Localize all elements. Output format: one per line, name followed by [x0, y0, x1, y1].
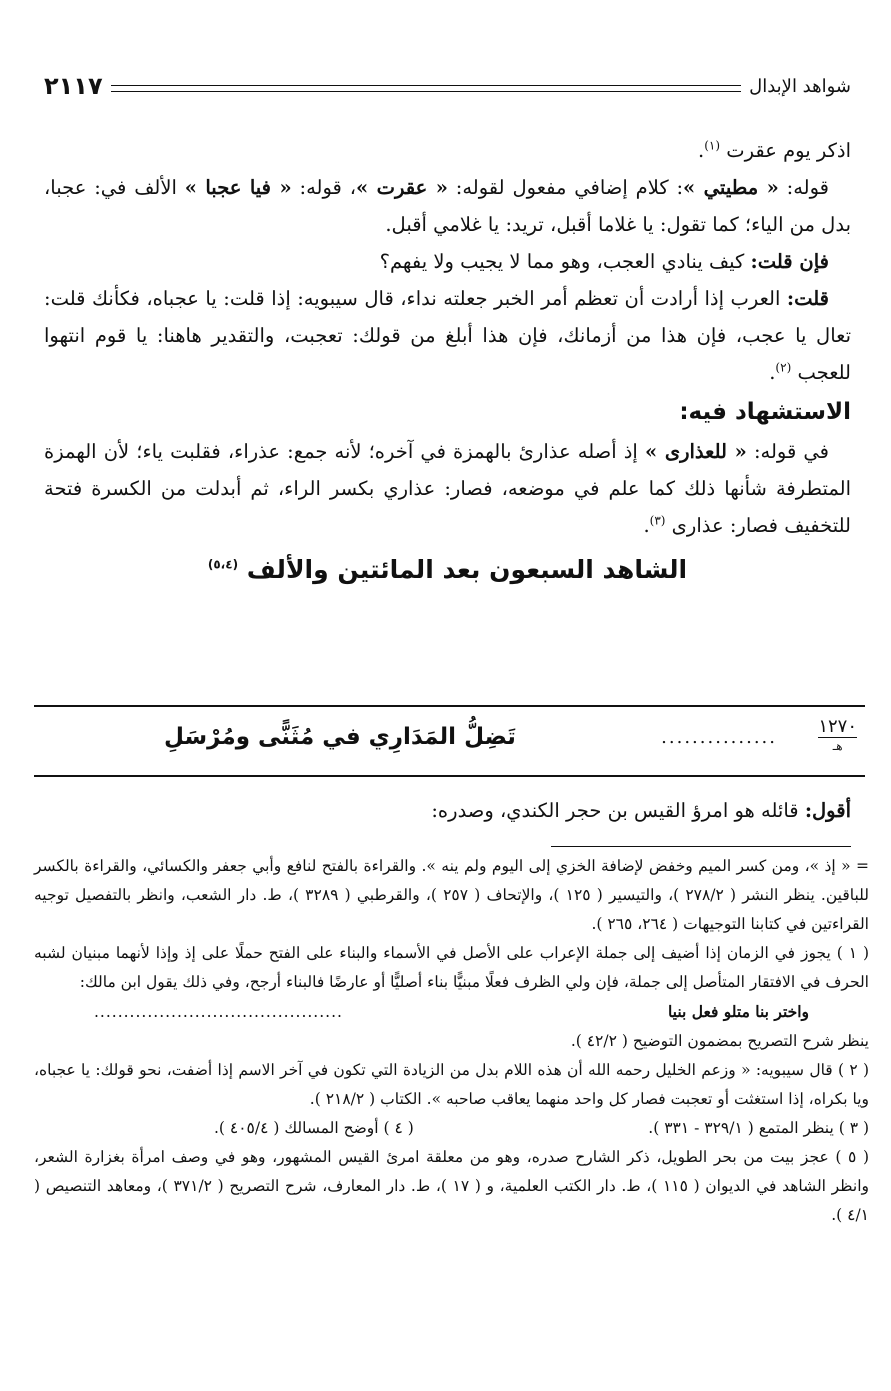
verse-box: [34, 705, 865, 777]
footnote-3: ( ٣ ) ينظر المتمع ( ٣٢٩/١ - ٣٣١ ).: [648, 1119, 869, 1137]
qawluh-label: قوله:: [786, 176, 830, 199]
verse-omission-dots: ...............: [661, 727, 777, 748]
verse-omission-dots: ..........................................: [94, 1003, 343, 1021]
footnote-continued: = « إذ »، ومن كسر الميم وخفض لإضافة الخزي إلى اليوم ولم ينه ». والقراءة بالفتح لنافع وأبي جعفر والكسائي، والقراءة بالكسر للباقين. ينظر النشر ( ٢٧٨/٢ )، والتيسير ( ١٢٥ )، والإتحاف ( ٢٥٧ )، والقرطبي ( ٣٢٨٩ )، ط. دار الشعب، وانظر بالتفصيل توجيه القراءتين في كتابنا التوجيهات ( ٢٦٤، ٢٦٥ ).: [34, 857, 870, 933]
footnote-2: ( ٢ ) قال سيبويه: « وزعم الخليل رحمه الله أن هذه اللام بدل من الزيادة التي تكون في آخر الاسم إذا أضفت، نحو قولك: يا عجباه، ويا بكراه، إذا استغثت أو تعجبت فصار كل واحد منهما يعاقب صاحبه ». الكتاب ( ٢١٨/٢ ).: [34, 1061, 869, 1108]
verse-number-value: ١٢٧٠: [818, 716, 857, 737]
footnote-3-4-row: [34, 1114, 869, 1143]
verse-number: [818, 717, 857, 754]
page-number: ٢١١٧: [44, 72, 103, 100]
punctuation: .: [698, 139, 705, 162]
text-run: الألف في: عجبا، بدل من الياء؛ كما تقول: يا غلاما أقبل، تريد: يا غلامي أقبل.: [44, 176, 851, 236]
footnote-separator: [551, 846, 851, 847]
verse-number-hijri-mark: هـ: [818, 737, 857, 754]
punctuation: .: [643, 514, 650, 537]
footnote-4: ( ٤ ) أوضح المسالك ( ٤٠٥/٤ ).: [214, 1119, 414, 1137]
quoted-word: « للعذارى »: [644, 440, 747, 463]
paragraph-2: [44, 169, 851, 243]
text-run: كيف ينادي العجب، وهو مما لا يجيب ولا يفهم؟: [379, 250, 745, 273]
shahid-title: [44, 546, 851, 594]
section-heading: الاستشهاد فيه:: [679, 399, 851, 425]
text-run: قائله هو امرؤ القيس بن حجر الكندي، وصدره:: [431, 799, 799, 822]
footnote-5: ( ٥ ) عجز بيت من بحر الطويل، ذكر الشارح صدره، وهو من معلقة امرئ القيس المشهور، وهو في وصف امرأة بغزارة الشعر، وانظر الشاهد في الديوان ( ١١٥ )، ط. دار الكتب العلمية، و ( ١٧ )، ط. دار المعارف، شرح التصريح ( ٣٧١/٢ )، ومعاهد التنصيص ( ٤/١ ).: [34, 1148, 869, 1224]
paragraph-3: [44, 243, 851, 280]
quoted-word: « مطيتي »: [683, 176, 779, 199]
paragraph-4: [44, 280, 851, 391]
answer-label: قلت:: [786, 287, 829, 310]
text-run: ، قوله:: [299, 176, 357, 199]
punctuation: .: [769, 361, 776, 384]
footnote-1: ( ١ ) يجوز في الزمان إذا أضيف إلى جملة الإعراب على الأصل في الأسماء والبناء على الفتح حملًا على إذ وإذا لأنهما مبنيان لشبه الحرف في الافتقار المتأصل إلى جملة، فإن ولي الظرف فعلًا مبنيًّا بناء أصليًّا أو عارضًا فالبناء أرجح، وفي ذلك يقول ابن مالك:: [34, 944, 870, 991]
commentary-intro: [44, 794, 851, 828]
question-label: فإن قلت:: [750, 250, 829, 273]
alfiyya-verse: واختر بنا متلو فعل بنيا: [667, 1002, 809, 1021]
text-run: العرب إذا أرادت أن تعظم أمر الخبر جعلته نداء، قال سيبويه: إذا قلت: يا عجباه، فكأنك قلت: تعال يا عجب، فإن هذا من أزمانك، فإن هذا أبلغ من قولك: تعجبت، والتقدير هاهنا: يا قوم انتهوا للعجب: [44, 287, 851, 384]
main-text: [44, 132, 851, 594]
quoted-word: « فيا عجبا »: [184, 176, 292, 199]
book-page: [34, 60, 870, 1371]
header-rule: [111, 85, 742, 92]
paragraph-5: [44, 433, 851, 544]
shahid-title-text: الشاهد السبعون بعد المائتين والألف: [246, 555, 688, 584]
verse-text: تَضِلُّ المَدَارِي في مُثَنًّى ومُرْسَلِ: [164, 724, 516, 750]
running-header: [44, 68, 851, 104]
footnote-ref-4-5[interactable]: (٥،٤): [207, 557, 239, 572]
footnote-ref-3[interactable]: (٣): [649, 513, 666, 528]
text-run: : كلام إضافي مفعول لقوله:: [455, 176, 684, 199]
quoted-word: « عقرت »: [356, 176, 448, 199]
text-run: إذ أصله عذارئ بالهمزة في آخره؛ لأنه جمع: عذراء، فقلبت ياء؛ لأن الهمزة المتطرفة شأنها ذلك كما علم في موضعه، فصار: عذاري بكسر الراء، ثم أبدلت من الكسرة فتحة للتخفيف فصار: عذارى: [44, 440, 851, 537]
running-title: شواهد الإبدال: [749, 75, 851, 97]
verse-fragment: اذكر يوم عقرت: [726, 139, 851, 162]
footnote-ref-1[interactable]: (١): [704, 138, 721, 153]
footnote-1-verse: [34, 997, 869, 1027]
footnote-1-ref: ينظر شرح التصريح بمضمون التوضيح ( ٤٢/٢ ).: [570, 1032, 869, 1050]
footnote-ref-2[interactable]: (٢): [775, 360, 792, 375]
paragraph-1: [44, 132, 851, 169]
text-run: في قوله:: [753, 440, 830, 463]
footnotes: [34, 852, 869, 1230]
aqulu-label: أقول:: [804, 799, 851, 822]
